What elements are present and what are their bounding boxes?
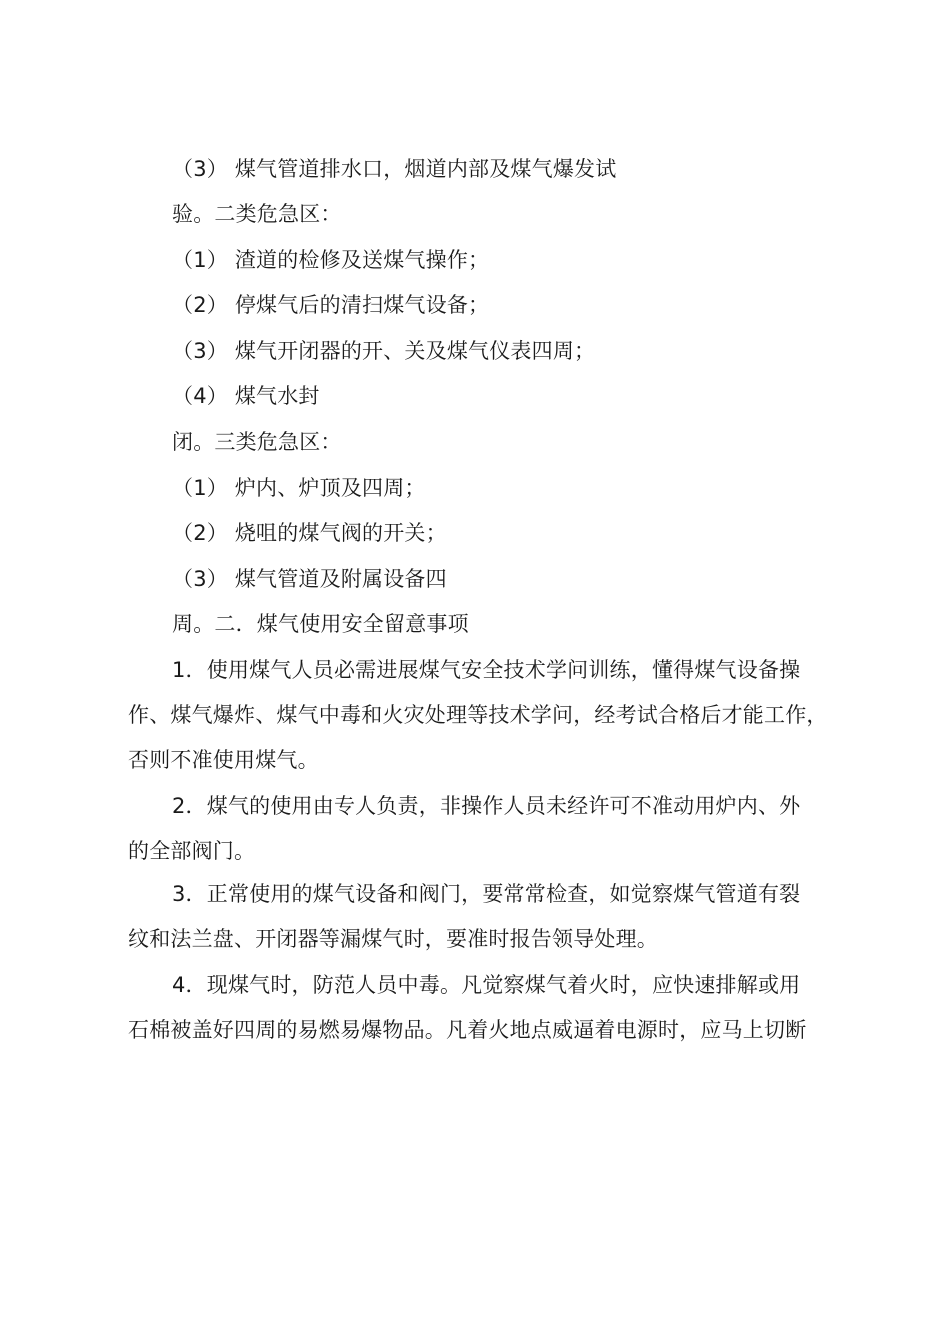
text-line: （3） 煤气管道排水口，烟道内部及煤气爆发试 [172,157,617,181]
paragraph-line: 石棉被盖好四周的易燃易爆物品。凡着火地点威逼着电源时，应马上切断 [128,1018,807,1042]
paragraph-line: 3．正常使用的煤气设备和阀门，要常常检查，如觉察煤气管道有裂 [172,882,801,906]
text-line: （3） 煤气开闭器的开、关及煤气仪表四周； [172,339,596,363]
text-line: （1） 炉内、炉顶及四周； [172,476,426,500]
paragraph-line: 的全部阀门。 [128,839,256,863]
text-line: （4） 煤气水封 [172,384,320,408]
text-line: （2） 停煤气后的清扫煤气设备； [172,293,490,317]
text-line: （3） 煤气管道及附属设备四 [172,567,447,591]
text-line: 验。二类危急区： [172,202,342,226]
paragraph-line: 纹和法兰盘、开闭器等漏煤气时，要准时报告领导处理。 [128,927,658,951]
paragraph-line: 否则不准使用煤气。 [128,748,319,772]
paragraph-line: 2．煤气的使用由专人负责，非操作人员未经许可不准动用炉内、外 [172,794,801,818]
paragraph-line: 作、煤气爆炸、煤气中毒和火灾处理等技术学问，经考试合格后才能工作， [128,703,828,727]
paragraph-line: 4．现煤气时，防范人员中毒。凡觉察煤气着火时，应快速排解或用 [172,973,801,997]
text-line: 闭。三类危急区： [172,430,342,454]
paragraph-line: 1．使用煤气人员必需进展煤气安全技术学问训练，懂得煤气设备操 [172,658,801,682]
section-heading: 周。二．煤气使用安全留意事项 [172,612,469,636]
text-line: （1） 渣道的检修及送煤气操作； [172,248,490,272]
text-line: （2） 烧咀的煤气阀的开关； [172,521,447,545]
